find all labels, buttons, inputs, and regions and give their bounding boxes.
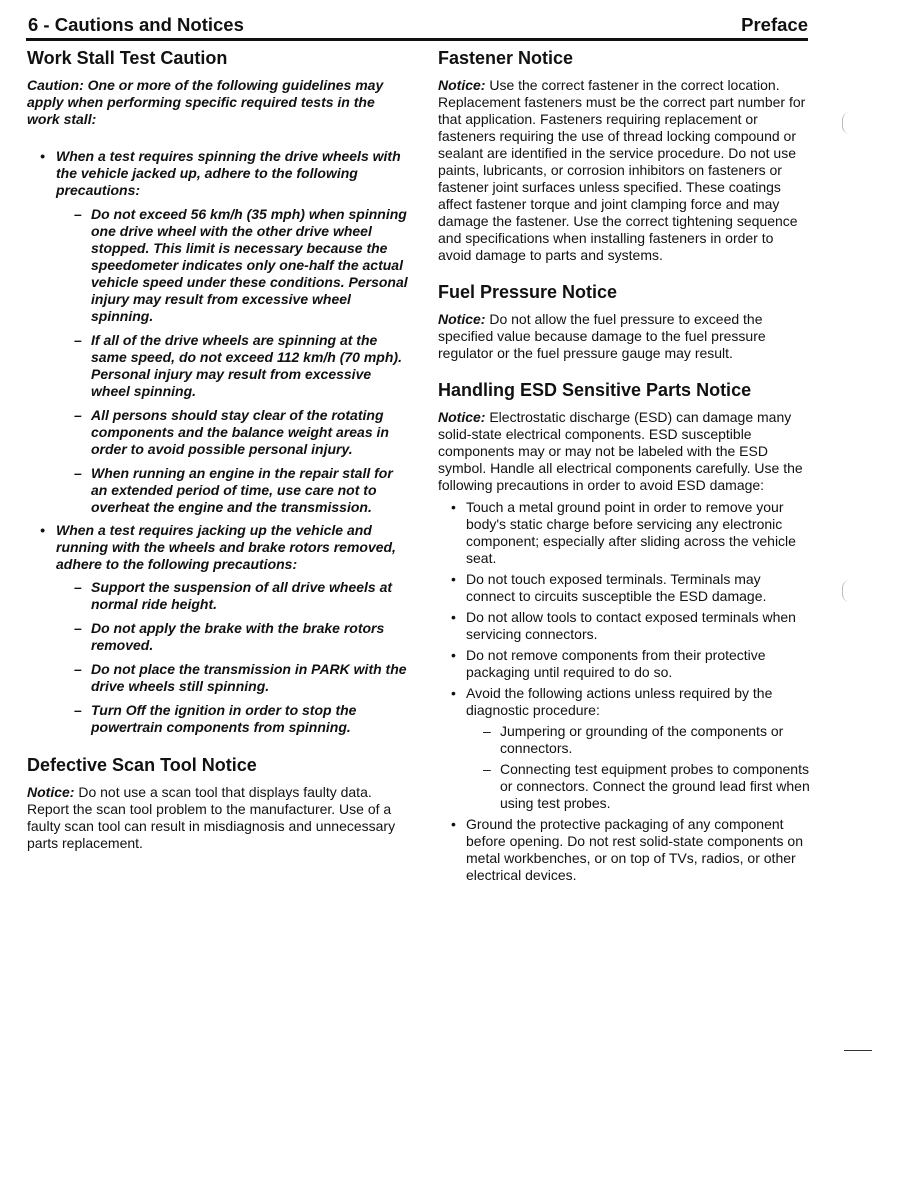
right-column: [438, 47, 810, 884]
scan-mark: [842, 580, 853, 602]
work-stall-bullets-2: [27, 522, 409, 573]
list-item: • Avoid the following actions unless required by the diagnostic procedure:: [438, 685, 810, 719]
esd-sub-list: [438, 723, 810, 812]
list-item: [27, 522, 409, 573]
list-item: – If all of the drive wheels are spinning at the same speed, do not exceed 112 km/h (70 mph). Personal injury may result from excessive wheel spinning.: [27, 332, 409, 400]
work-stall-dash-list-1: [27, 206, 409, 516]
bullet-text: When a test requires jacking up the vehicle and running with the wheels and brake rotors removed, adhere to the following precautions:: [56, 522, 396, 572]
list-item: – Connecting test equipment probes to components or connectors. Connect the ground lead first when using test probes.: [438, 761, 810, 812]
esd-title: Handling ESD Sensitive Parts Notice: [438, 380, 752, 400]
list-item: – Support the suspension of all drive wheels at normal ride height.: [27, 579, 409, 613]
list-item: – Do not exceed 56 km/h (35 mph) when spinning one drive wheel with the other drive wheel stopped. This limit is necessary because the speedometer indicates only one-half the actual vehicle speed under these conditions. Personal injury may result from excessive wheel spinning.: [27, 206, 409, 325]
list-item: • Touch a metal ground point in order to remove your body's static charge before servicing any electronic component; especially after sliding across the vehicle seat.: [438, 499, 810, 567]
scan-mark: [842, 112, 853, 134]
list-item: – When running an engine in the repair stall for an extended period of time, use care not to overheat the engine and the transmission.: [27, 465, 409, 516]
work-stall-title: Work Stall Test Caution: [27, 48, 228, 68]
scan-tool-title: Defective Scan Tool Notice: [27, 755, 257, 775]
work-stall-dash-list-2: [27, 579, 409, 736]
list-item: – Jumpering or grounding of the components or connectors.: [438, 723, 810, 757]
notice-label: Notice:: [438, 409, 486, 425]
list-item: [27, 148, 409, 199]
notice-label: Notice:: [27, 784, 75, 800]
esd-paragraph: [438, 409, 810, 494]
page-header: [26, 14, 808, 41]
page-chapter-title: Preface: [741, 14, 808, 35]
page-section-title: 6 - Cautions and Notices: [28, 14, 244, 35]
fastener-paragraph: [438, 77, 810, 264]
notice-label: Notice:: [438, 77, 486, 93]
list-item: – Do not apply the brake with the brake rotors removed.: [27, 620, 409, 654]
list-item: • Do not remove components from their protective packaging until required to do so.: [438, 647, 810, 681]
esd-bullets: [438, 499, 810, 719]
esd-body: Electrostatic discharge (ESD) can damage many solid-state electrical components. ESD susceptible components may or may not be labeled with the ESD symbol. Handle all electrical components carefully. Use the following precautions in order to avoid ESD damage:: [438, 409, 803, 493]
notice-label: Notice:: [438, 311, 486, 327]
list-item: – All persons should stay clear of the rotating components and the balance weight areas in order to avoid possible personal injury.: [27, 407, 409, 458]
fastener-body: Use the correct fastener in the correct location. Replacement fasteners must be the correct part number for that application. Fasteners requiring replacement or fasteners requiring the use of thread locking compound or sealant are identified in the service procedure. Do not use paints, lubricants, or corrosion inhibitors on fasteners or fastener joint surfaces unless specified. These coatings affect fastener torque and joint clamping force and may damage the fastener. Use the correct tightening sequence and specifications when installing fasteners in order to avoid damage to parts and systems.: [438, 77, 806, 263]
fastener-title: Fastener Notice: [438, 48, 574, 68]
list-item: • Ground the protective packaging of any component before opening. Do not rest solid-state components on metal workbenches, or on top of TVs, radios, or other electrical devices.: [438, 816, 810, 884]
left-column: [27, 47, 409, 852]
scan-tool-body: Do not use a scan tool that displays faulty data. Report the scan tool problem to the manufacturer. Use of a faulty scan tool can result in misdiagnosis and unnecessary parts replacement.: [27, 784, 396, 851]
list-item: – Do not place the transmission in PARK with the drive wheels still spinning.: [27, 661, 409, 695]
list-item: – Turn Off the ignition in order to stop the powertrain components from spinning.: [27, 702, 409, 736]
work-stall-bullets: [27, 148, 409, 199]
fuel-pressure-paragraph: [438, 311, 810, 362]
list-item: • Do not touch exposed terminals. Terminals may connect to circuits susceptible the ESD damage.: [438, 571, 810, 605]
fuel-pressure-body: Do not allow the fuel pressure to exceed the specified value because damage to the fuel pressure regulator or the fuel pressure gauge may result.: [438, 311, 766, 361]
list-item: • Do not allow tools to contact exposed terminals when servicing connectors.: [438, 609, 810, 643]
scan-corner-mark: [844, 1050, 872, 1075]
esd-bullets-2: [438, 816, 810, 884]
bullet-text: When a test requires spinning the drive wheels with the vehicle jacked up, adhere to the following precautions:: [56, 148, 401, 198]
work-stall-intro: Caution: One or more of the following guidelines may apply when performing specific required tests in the work stall:: [27, 77, 384, 127]
scan-tool-paragraph: [27, 784, 409, 852]
fuel-pressure-title: Fuel Pressure Notice: [438, 282, 618, 302]
